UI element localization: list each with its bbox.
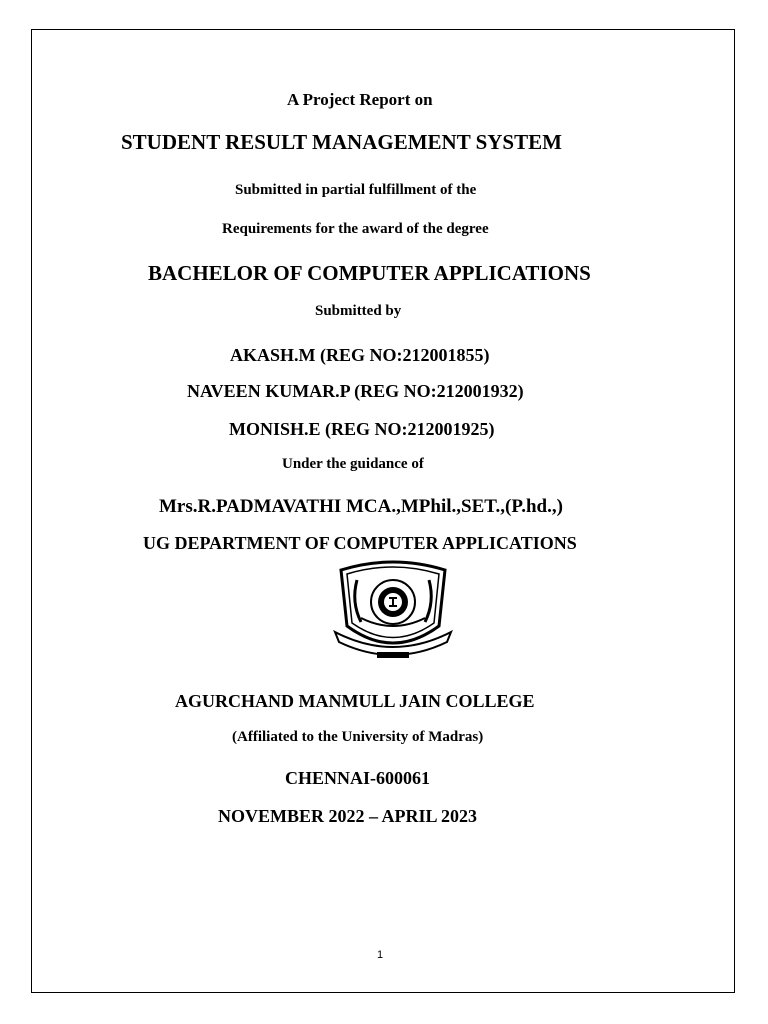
submitted-by-label: Submitted by xyxy=(315,303,402,319)
student-name: MONISH.E (REG NO:212001925) xyxy=(229,419,495,439)
project-title: STUDENT RESULT MANAGEMENT SYSTEM xyxy=(121,130,562,154)
page-number: 1 xyxy=(377,949,384,961)
student-name: AKASH.M (REG NO:212001855) xyxy=(230,345,490,365)
report-intro: A Project Report on xyxy=(287,90,433,109)
city: CHENNAI-600061 xyxy=(285,768,431,788)
guidance-label: Under the guidance of xyxy=(282,456,424,472)
academic-period: NOVEMBER 2022 – APRIL 2023 xyxy=(218,806,478,826)
degree-title: BACHELOR OF COMPUTER APPLICATIONS xyxy=(148,261,591,285)
department-name: UG DEPARTMENT OF COMPUTER APPLICATIONS xyxy=(143,533,577,553)
submitted-line-2: Requirements for the award of the degree xyxy=(222,221,489,237)
student-name: NAVEEN KUMAR.P (REG NO:212001932) xyxy=(187,381,524,401)
college-emblem-icon xyxy=(331,556,455,666)
guide-name: Mrs.R.PADMAVATHI MCA.,MPhil.,SET.,(P.hd.,) xyxy=(159,496,563,517)
affiliation: (Affiliated to the University of Madras) xyxy=(232,729,484,745)
college-name: AGURCHAND MANMULL JAIN COLLEGE xyxy=(175,691,535,711)
submitted-line-1: Submitted in partial fulfillment of the xyxy=(235,182,477,198)
